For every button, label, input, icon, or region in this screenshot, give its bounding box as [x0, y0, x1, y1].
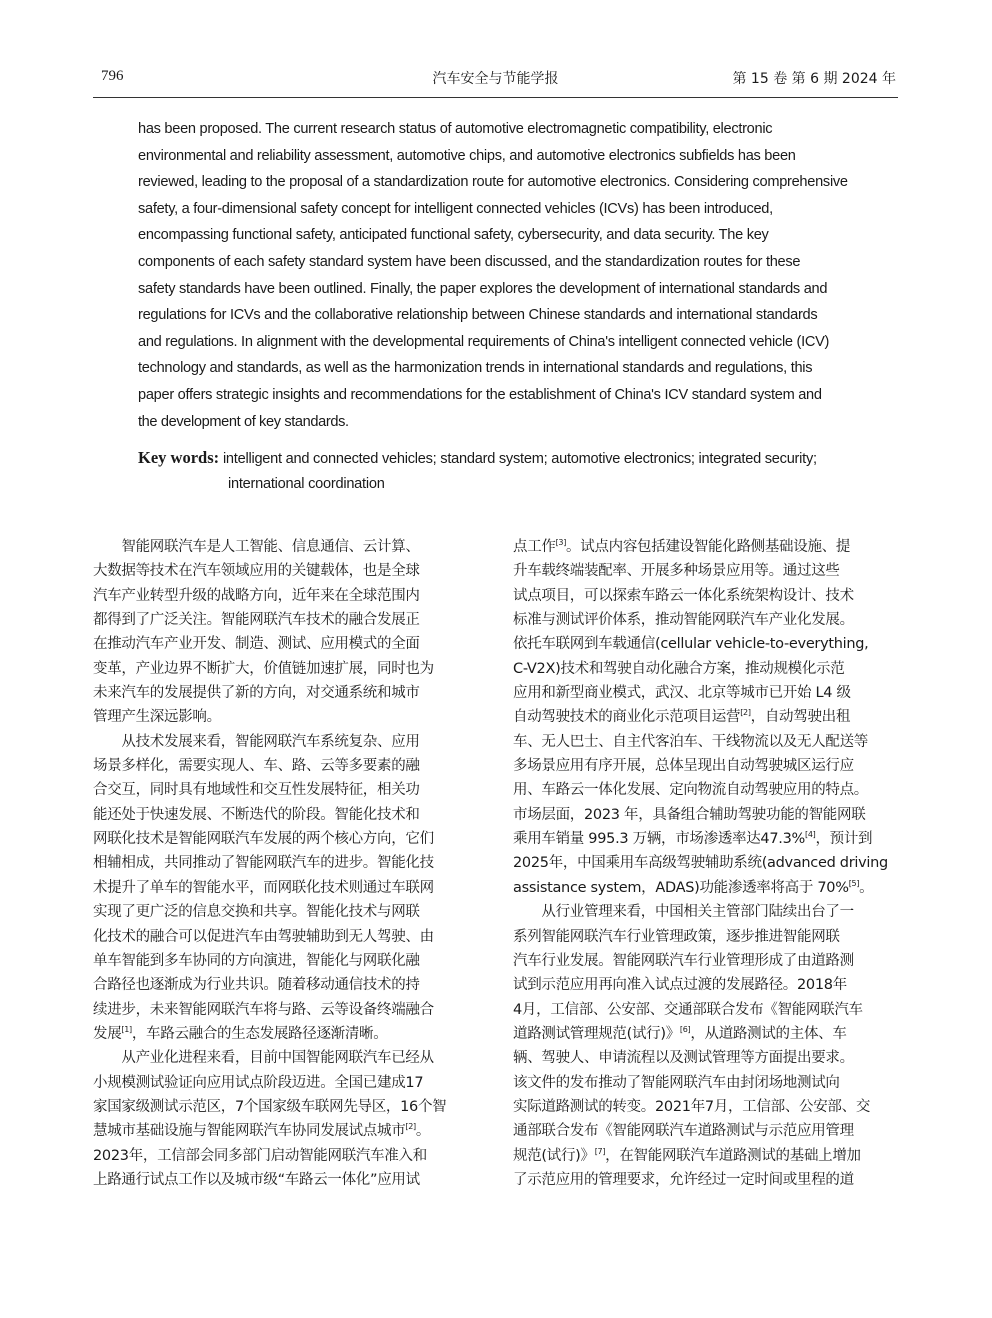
page-number: 796 [101, 68, 124, 84]
body-text-line: 化技术的融合可以促进汽车由驾驶辅助到无人驾驶、由 [93, 928, 434, 945]
body-text-line: 试到示范应用再向准入试点过渡的发展路径。2018年 [513, 977, 847, 994]
body-text-line: 智能网联汽车是人工智能、信息通信、云计算、 [93, 539, 420, 555]
body-text-line: 标准与测试评价体系，推动智能网联汽车产业化发展。 [513, 612, 854, 629]
keywords-line-1: intelligent and connected vehicles; standard system; automotive electronics; integrated security; [222, 451, 817, 467]
abstract-line: has been proposed. The current research status of automotive electromagnetic compatibility, electronic [138, 121, 773, 137]
body-text-line: 辆、驾驶人、申请流程以及测试管理等方面提出要求。 [513, 1050, 854, 1067]
body-text-line: 系列智能网联汽车行业管理政策，逐步推进智能网联 [513, 928, 840, 945]
body-text-line: 从产业化进程来看，目前中国智能网联汽车已经从 [93, 1050, 434, 1067]
abstract-line: environmental and reliability assessment, automotive chips, and automotive electronics subfields has been [138, 147, 796, 164]
citation-ref: [2] [405, 1122, 416, 1132]
body-text-line: 术提升了单车的智能水平，而网联化技术则通过车联网 [93, 879, 434, 896]
body-text-line: 自动驾驶技术的商业化示范项目运营[2]，自动驾驶出租 [513, 708, 851, 726]
abstract-line: and regulations. In alignment with the developmental requirements of China's intelligent connected vehicle (ICV) [138, 333, 830, 350]
body-text-line: 2023年，工信部会同多部门启动智能网联汽车准入和 [93, 1147, 427, 1164]
body-text-line: 该文件的发布推动了智能网联汽车由封闭场地测试向 [513, 1074, 840, 1091]
body-text-line: 道路测试管理规范(试行)》[6]，从道路测试的主体、车 [513, 1024, 847, 1042]
body-text-line: 2025年，中国乘用车高级驾驶辅助系统(advanced driving [513, 855, 888, 872]
body-text-line: 乘用车销量 995.3 万辆，市场渗透率达47.3%[4]，预计到 [513, 830, 873, 848]
body-text-line: 合路径也逐渐成为行业共识。随着移动通信技术的持 [93, 977, 420, 994]
citation-ref: [1] [121, 1024, 132, 1034]
body-text-line: 大数据等技术在汽车领域应用的关键载体，也是全球 [93, 563, 420, 580]
body-text-line: 从行业管理来看，中国相关主管部门陆续出台了一 [513, 904, 854, 921]
abstract-line: reviewed, leading to the proposal of a standardization route for automotive electronics. Considering comprehensive [138, 174, 848, 191]
body-text-line: 续进步，未来智能网联汽车将与路、云等设备终端融合 [93, 1001, 434, 1018]
abstract-line: technology and standards, as well as the harmonization trends in international standards and regulations, this [138, 360, 813, 377]
body-text-line: 管理产生深远影响。 [93, 709, 221, 726]
body-text-line: 慧城市基础设施与智能网联汽车协同发展试点城市[2]。 [93, 1122, 431, 1140]
body-text-line: 能还处于快速发展、不断迭代的阶段。智能化技术和 [93, 806, 420, 823]
body-text-line: 了示范应用的管理要求，允许经过一定时间或里程的道 [513, 1171, 854, 1188]
issue-info: 第 15 卷 第 6 期 2024 年 [732, 71, 896, 87]
body-text-line: 单车智能到多车协同的方向演进，智能化与网联化融 [93, 952, 420, 969]
body-text-line: 汽车产业转型升级的战略方向，近年来在全球范围内 [93, 587, 420, 604]
body-text-line: 多场景应用有序开展，总体呈现出自动驾驶城区运行应 [513, 758, 854, 775]
body-text-line: 在推动汽车产业开发、制造、测试、应用模式的全面 [93, 636, 420, 653]
body-text-line: 实现了更广泛的信息交换和共享。智能化技术与网联 [93, 904, 420, 921]
citation-ref: [7] [594, 1146, 606, 1156]
body-text-line: 相辅相成，共同推动了智能网联汽车的进步。智能化技 [93, 855, 434, 872]
header-rule [93, 97, 898, 98]
left-column [93, 535, 479, 1192]
body-text-line: 依托车联网到车载通信(cellular vehicle-to-everything, [513, 636, 869, 653]
right-column [513, 535, 899, 1192]
body-text-line: 家国家级测试示范区，7个国家级车联网先导区，16个智 [93, 1098, 447, 1115]
citation-ref: [5] [848, 878, 860, 888]
abstract-line: the development of key standards. [138, 413, 349, 430]
abstract-line: encompassing functional safety, anticipated functional safety, cybersecurity, and data security. The key [138, 227, 769, 244]
body-text-line: 都得到了广泛关注。智能网联汽车技术的融合发展正 [93, 612, 420, 629]
body-text-line: 小规模测试验证向应用试点阶段迈进。全国已建成17 [93, 1074, 424, 1091]
abstract-line: paper offers strategic insights and recommendations for the establishment of China's ICV standard system and [138, 386, 822, 403]
citation-ref: [3] [555, 538, 567, 547]
body-text-line: 上路通行试点工作以及城市级“车路云一体化”应用试 [93, 1171, 420, 1188]
body-text-line: 网联化技术是智能网联汽车发展的两个核心方向，它们 [93, 831, 434, 848]
body-text-line: 通部联合发布《智能网联汽车道路测试与示范应用管理 [513, 1123, 854, 1140]
body-text-line: 应用和新型商业模式，武汉、北京等城市已开始 L4 级 [513, 685, 851, 702]
body-text-line: 规范(试行)》[7]，在智能网联汽车道路测试的基础上增加 [513, 1146, 861, 1164]
body-text-line: 场景多样化，需要实现人、车、路、云等多要素的融 [93, 758, 420, 775]
body-text-line: 实际道路测试的转变。2021年7月，工信部、公安部、交 [513, 1098, 871, 1115]
body-text-line: 4月，工信部、公安部、交通部联合发布《智能网联汽车 [513, 1001, 863, 1018]
citation-ref: [4] [805, 830, 816, 840]
abstract-line: components of each safety standard system have been discussed, and the standardization routes for these [138, 253, 801, 270]
abstract-line: safety, a four-dimensional safety concept for intelligent connected vehicles (ICVs) has been introduced, [138, 200, 773, 217]
journal-name: 汽车安全与节能学报 [432, 71, 559, 87]
keywords [138, 445, 858, 497]
keywords-label: Key words: [138, 448, 220, 467]
body-text-line: 汽车行业发展。智能网联汽车行业管理形成了由道路测 [513, 952, 854, 969]
body-text-line: 升车载终端装配率、开展多种场景应用等。通过这些 [513, 563, 840, 580]
citation-ref: [6] [679, 1024, 691, 1034]
citation-ref: [2] [740, 708, 751, 718]
running-header [93, 66, 898, 92]
body-text-line: C-V2X)技术和驾驶自动化融合方案，推动规模化示范 [513, 660, 845, 677]
body-text-line: 未来汽车的发展提供了新的方向，对交通系统和城市 [93, 685, 420, 702]
body-text-line: 变革，产业边界不断扩大，价值链加速扩展，同时也为 [93, 660, 434, 677]
abstract-line: regulations for ICVs and the collaborative relationship between Chinese standards and international standards [138, 307, 818, 324]
body-text-line: 从技术发展来看，智能网联汽车系统复杂、应用 [93, 733, 420, 750]
keywords-line-2: international coordination [228, 476, 385, 492]
abstract-line: safety standards have been outlined. Finally, the paper explores the development of international standards and [138, 280, 828, 297]
body-text-line: 点工作[3]。试点内容包括建设智能化路侧基础设施、提 [513, 538, 851, 555]
body-text-line: assistance system，ADAS)功能渗透率将高于 70%[5]。 [513, 878, 874, 896]
body-text-line: 发展[1]，车路云融合的生态发展路径逐渐清晰。 [93, 1024, 388, 1042]
body-text-line: 车、无人巴士、自主代客泊车、干线物流以及无人配送等 [513, 733, 868, 750]
english-abstract [138, 116, 856, 435]
body-text-line: 合交互，同时具有地域性和交互性发展特征，相关功 [93, 782, 420, 799]
body-text-line: 用、车路云一体化发展、定向物流自动驾驶应用的特点。 [513, 782, 868, 799]
body-text-line: 市场层面，2023 年，具备组合辅助驾驶功能的智能网联 [513, 806, 866, 823]
body-text-line: 试点项目，可以探索车路云一体化系统架构设计、技术 [513, 587, 854, 604]
